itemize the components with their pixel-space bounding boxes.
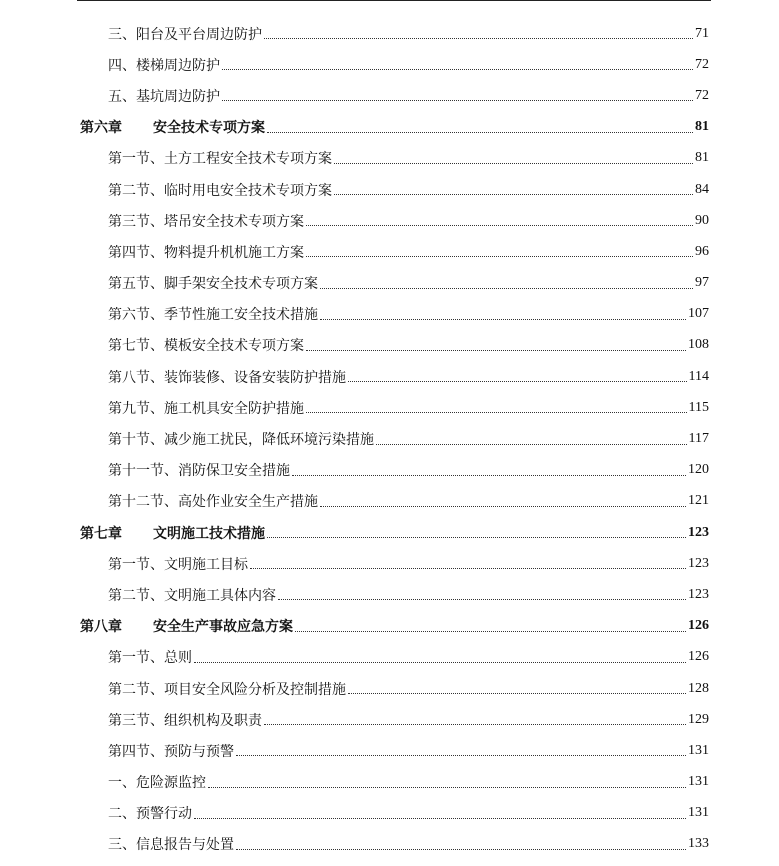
toc-entry-title: 第十一节、消防保卫安全措施 bbox=[108, 463, 290, 480]
toc-entry-row[interactable] bbox=[0, 642, 779, 673]
toc-page-number: 72 bbox=[695, 87, 709, 103]
toc-entry-title: 五、基坑周边防护 bbox=[108, 88, 220, 105]
toc-page-number: 96 bbox=[695, 243, 709, 259]
toc-dot-leader bbox=[208, 787, 686, 788]
toc-entry-row[interactable] bbox=[0, 361, 779, 392]
toc-page-number: 131 bbox=[688, 742, 709, 758]
toc-page-number: 123 bbox=[688, 524, 709, 540]
toc-entry-row[interactable] bbox=[0, 829, 779, 860]
toc-dot-leader bbox=[264, 38, 693, 39]
toc-entry-label bbox=[80, 523, 265, 543]
toc-dot-leader bbox=[267, 537, 686, 538]
toc-page-number: 71 bbox=[695, 25, 709, 41]
toc-entry-label bbox=[108, 772, 206, 792]
toc-chapter-number: 第七章 bbox=[80, 525, 122, 542]
toc-entry-title: 安全生产事故应急方案 bbox=[153, 619, 293, 636]
toc-entry-label bbox=[108, 304, 318, 324]
toc-page-number: 72 bbox=[695, 56, 709, 72]
toc-dot-leader bbox=[295, 631, 686, 632]
toc-entry-title: 第一节、总则 bbox=[108, 650, 192, 667]
toc-entry-title: 第三节、组织机构及职责 bbox=[108, 712, 262, 729]
toc-dot-leader bbox=[222, 69, 693, 70]
toc-entry-title: 第二节、项目安全风险分析及控制措施 bbox=[108, 681, 346, 698]
top-rule bbox=[77, 0, 711, 1]
toc-entry-label bbox=[108, 834, 234, 854]
toc-dot-leader bbox=[264, 724, 686, 725]
toc-entry-label bbox=[108, 460, 290, 480]
toc-entry-title: 二、预警行动 bbox=[108, 806, 192, 823]
toc-page-number: 117 bbox=[688, 431, 709, 447]
table-of-contents bbox=[0, 18, 779, 860]
toc-entry-label bbox=[80, 616, 293, 636]
toc-chapter-row[interactable] bbox=[0, 517, 779, 548]
toc-dot-leader bbox=[306, 225, 693, 226]
toc-entry-title: 第一节、文明施工目标 bbox=[108, 556, 248, 573]
toc-chapter-row[interactable] bbox=[0, 611, 779, 642]
toc-page-number: 131 bbox=[688, 805, 709, 821]
toc-entry-row[interactable] bbox=[0, 80, 779, 111]
toc-chapter-number: 第八章 bbox=[80, 619, 122, 636]
toc-dot-leader bbox=[306, 412, 687, 413]
toc-page-number: 126 bbox=[688, 618, 709, 634]
toc-dot-leader bbox=[236, 849, 686, 850]
toc-page-number: 133 bbox=[688, 836, 709, 852]
toc-entry-row[interactable] bbox=[0, 330, 779, 361]
toc-dot-leader bbox=[376, 444, 687, 445]
toc-entry-label bbox=[108, 367, 346, 387]
toc-entry-row[interactable] bbox=[0, 673, 779, 704]
toc-dot-leader bbox=[320, 506, 686, 507]
toc-entry-title: 第四节、物料提升机机施工方案 bbox=[108, 244, 304, 261]
toc-dot-leader bbox=[236, 755, 686, 756]
toc-entry-label bbox=[108, 273, 318, 293]
toc-dot-leader bbox=[194, 662, 686, 663]
toc-dot-leader bbox=[292, 475, 686, 476]
toc-dot-leader bbox=[320, 319, 686, 320]
toc-entry-label bbox=[108, 647, 192, 667]
toc-entry-label bbox=[108, 429, 374, 449]
toc-page-number: 114 bbox=[688, 368, 709, 384]
toc-entry-label bbox=[108, 554, 248, 574]
toc-dot-leader bbox=[334, 163, 693, 164]
toc-entry-row[interactable] bbox=[0, 548, 779, 579]
toc-page-number: 90 bbox=[695, 212, 709, 228]
toc-entry-title: 第二节、文明施工具体内容 bbox=[108, 587, 276, 604]
toc-entry-label bbox=[108, 398, 304, 418]
toc-dot-leader bbox=[278, 599, 686, 600]
toc-dot-leader bbox=[334, 194, 693, 195]
toc-entry-title: 三、信息报告与处置 bbox=[108, 837, 234, 854]
toc-entry-label bbox=[108, 585, 276, 605]
toc-entry-label bbox=[108, 211, 304, 231]
toc-page-number: 121 bbox=[688, 493, 709, 509]
toc-entry-label bbox=[108, 180, 332, 200]
toc-dot-leader bbox=[320, 288, 693, 289]
toc-entry-label bbox=[108, 803, 192, 823]
toc-page-number: 108 bbox=[688, 337, 709, 353]
toc-entry-row[interactable] bbox=[0, 49, 779, 80]
toc-entry-row[interactable] bbox=[0, 704, 779, 735]
toc-entry-row[interactable] bbox=[0, 735, 779, 766]
toc-entry-row[interactable] bbox=[0, 798, 779, 829]
toc-dot-leader bbox=[250, 568, 686, 569]
toc-entry-title: 第二节、临时用电安全技术专项方案 bbox=[108, 182, 332, 199]
toc-chapter-number: 第六章 bbox=[80, 120, 122, 137]
toc-entry-title: 三、阳台及平台周边防护 bbox=[108, 26, 262, 43]
toc-entry-title: 第十二节、高处作业安全生产措施 bbox=[108, 494, 318, 511]
toc-entry-row[interactable] bbox=[0, 205, 779, 236]
toc-dot-leader bbox=[348, 693, 686, 694]
toc-entry-row[interactable] bbox=[0, 174, 779, 205]
toc-entry-title: 第六节、季节性施工安全技术措施 bbox=[108, 307, 318, 324]
toc-entry-label bbox=[108, 741, 234, 761]
toc-page-number: 128 bbox=[688, 680, 709, 696]
toc-entry-row[interactable] bbox=[0, 18, 779, 49]
toc-page-number: 131 bbox=[688, 774, 709, 790]
toc-entry-label bbox=[80, 117, 265, 137]
toc-entry-title: 第一节、土方工程安全技术专项方案 bbox=[108, 151, 332, 168]
toc-entry-label bbox=[108, 24, 262, 44]
toc-page-number: 129 bbox=[688, 711, 709, 727]
toc-page-number: 81 bbox=[695, 119, 709, 135]
toc-entry-label bbox=[108, 86, 220, 106]
toc-entry-label bbox=[108, 55, 220, 75]
toc-dot-leader bbox=[222, 100, 693, 101]
toc-entry-title: 第九节、施工机具安全防护措施 bbox=[108, 400, 304, 417]
toc-entry-row[interactable] bbox=[0, 299, 779, 330]
toc-page-number: 81 bbox=[695, 150, 709, 166]
toc-entry-label bbox=[108, 148, 332, 168]
toc-dot-leader bbox=[306, 256, 693, 257]
toc-entry-row[interactable] bbox=[0, 423, 779, 454]
toc-page-number: 120 bbox=[688, 462, 709, 478]
toc-entry-title: 第八节、装饰装修、设备安装防护措施 bbox=[108, 369, 346, 386]
toc-page-number: 123 bbox=[688, 586, 709, 602]
toc-page-number: 115 bbox=[688, 399, 709, 415]
toc-entry-label bbox=[108, 491, 318, 511]
toc-entry-row[interactable] bbox=[0, 767, 779, 798]
toc-entry-label bbox=[108, 679, 346, 699]
toc-dot-leader bbox=[306, 350, 686, 351]
toc-entry-title: 第三节、塔吊安全技术专项方案 bbox=[108, 213, 304, 230]
toc-entry-row[interactable] bbox=[0, 236, 779, 267]
toc-entry-row[interactable] bbox=[0, 486, 779, 517]
toc-page-number: 107 bbox=[688, 306, 709, 322]
toc-entry-row[interactable] bbox=[0, 579, 779, 610]
toc-entry-label bbox=[108, 335, 304, 355]
toc-dot-leader bbox=[194, 818, 686, 819]
toc-entry-label bbox=[108, 242, 304, 262]
toc-entry-row[interactable] bbox=[0, 143, 779, 174]
toc-entry-title: 第七节、模板安全技术专项方案 bbox=[108, 338, 304, 355]
toc-entry-row[interactable] bbox=[0, 455, 779, 486]
toc-entry-title: 第十节、减少施工扰民，降低环境污染措施 bbox=[108, 432, 374, 449]
toc-entry-title: 文明施工技术措施 bbox=[153, 525, 265, 542]
toc-entry-title: 一、危险源监控 bbox=[108, 775, 206, 792]
toc-entry-row[interactable] bbox=[0, 392, 779, 423]
toc-entry-title: 第五节、脚手架安全技术专项方案 bbox=[108, 276, 318, 293]
toc-entry-title: 四、楼梯周边防护 bbox=[108, 57, 220, 74]
toc-page-number: 123 bbox=[688, 555, 709, 571]
toc-entry-row[interactable] bbox=[0, 268, 779, 299]
toc-entry-title: 第四节、预防与预警 bbox=[108, 743, 234, 760]
toc-chapter-row[interactable] bbox=[0, 112, 779, 143]
toc-entry-title: 安全技术专项方案 bbox=[153, 120, 265, 137]
toc-entry-label bbox=[108, 710, 262, 730]
toc-dot-leader bbox=[348, 381, 687, 382]
toc-page-number: 97 bbox=[695, 275, 709, 291]
toc-dot-leader bbox=[267, 132, 693, 133]
toc-page-number: 126 bbox=[688, 649, 709, 665]
toc-page-number: 84 bbox=[695, 181, 709, 197]
